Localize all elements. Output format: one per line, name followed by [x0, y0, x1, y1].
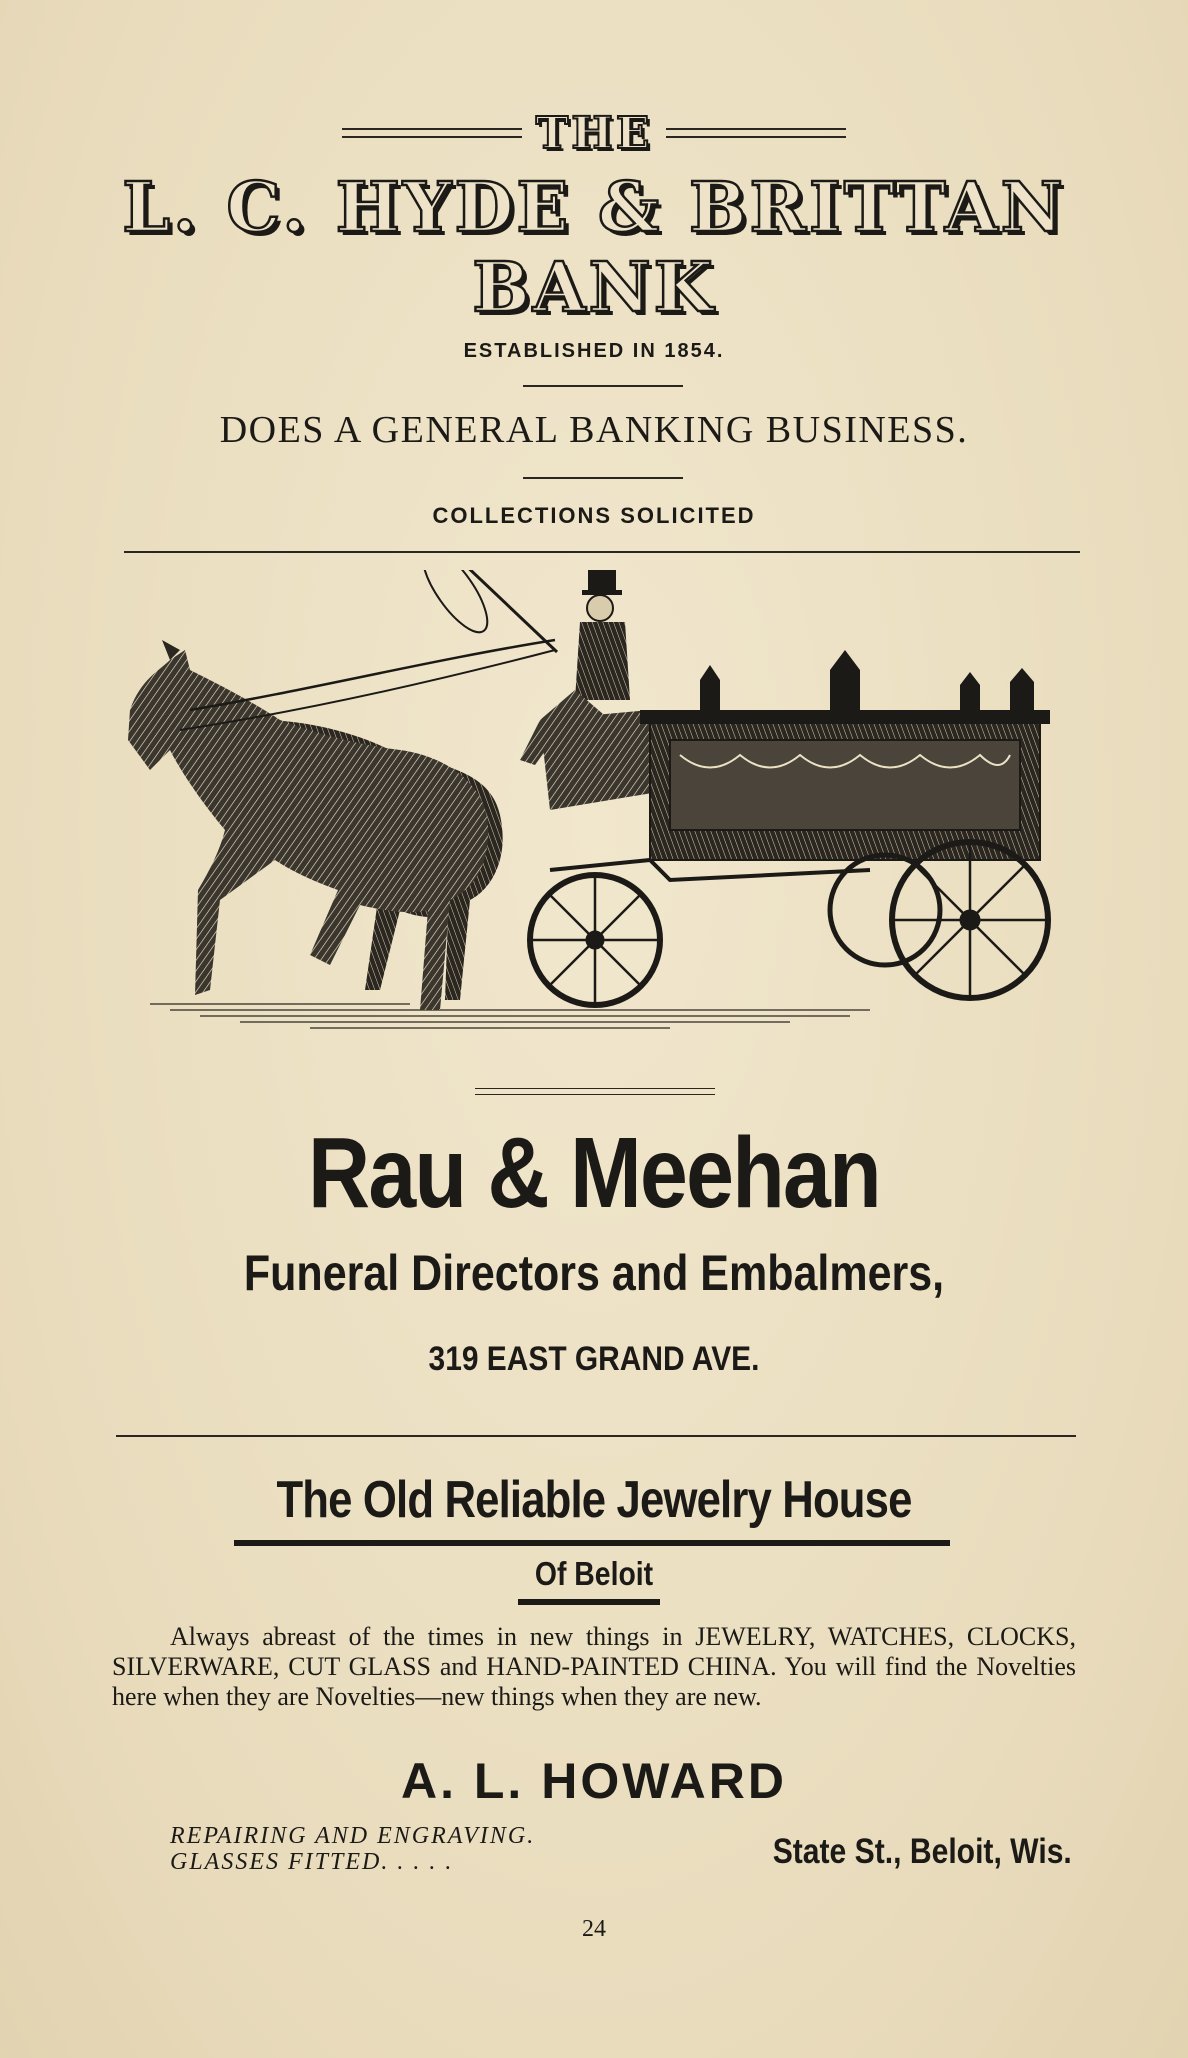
section-divider-2 — [116, 1435, 1076, 1437]
bank-the-header — [0, 104, 1188, 162]
ground-shading — [150, 1004, 870, 1028]
jewelry-location: State St., Beloit, Wis. — [772, 1832, 1072, 1871]
hearse-body — [640, 650, 1050, 860]
jewelry-subtitle-underline — [518, 1599, 660, 1605]
divider-short-2 — [523, 477, 683, 479]
double-rule-left — [342, 128, 522, 138]
double-rule-bottom — [475, 1094, 715, 1095]
bank-established: ESTABLISHED IN 1854. — [463, 340, 725, 362]
jewelry-title-underline — [234, 1540, 950, 1546]
services-line-2: GLASSES FITTED. . . . . — [170, 1849, 454, 1875]
bank-business: DOES A GENERAL BANKING BUSINESS. — [219, 409, 969, 451]
bank-word: BANK — [472, 248, 716, 328]
double-rule-right — [666, 128, 846, 138]
front-wheel — [530, 875, 660, 1005]
horse-front — [128, 640, 488, 1010]
jewelry-title: The Old Reliable Jewelry House — [276, 1471, 912, 1529]
horse-drawn-hearse-icon — [110, 570, 1070, 1060]
section-divider-1 — [124, 551, 1080, 553]
rear-wheel — [830, 842, 1048, 998]
funeral-title: Rau & Meehan — [308, 1117, 880, 1229]
bank-name: L. C. HYDE & BRITTAN — [122, 168, 1066, 248]
bank-collections: COLLECTIONS SOLICITED — [432, 503, 756, 528]
jewelry-proprietor: A. L. HOWARD — [401, 1753, 787, 1809]
double-rule-top — [475, 1088, 715, 1089]
bank-the-word: THE — [535, 107, 653, 159]
jewelry-services — [170, 1823, 535, 1875]
divider-short-1 — [523, 385, 683, 387]
services-line-1: REPAIRING AND ENGRAVING. — [170, 1823, 536, 1849]
funeral-address: 319 EAST GRAND AVE. — [428, 1340, 760, 1378]
jewelry-body: Always abreast of the times in new things in JEWELRY, WATCHES, CLOCKS, SILVERWARE, CUT GLASS and HAND-PAINTED CHINA. You will find the Novelties here when they are Novelties—new things when they are new. — [112, 1622, 1076, 1711]
jewelry-subtitle: Of Beloit — [534, 1555, 654, 1592]
page-number: 24 — [582, 1916, 606, 1942]
funeral-subtitle: Funeral Directors and Embalmers, — [243, 1245, 945, 1301]
